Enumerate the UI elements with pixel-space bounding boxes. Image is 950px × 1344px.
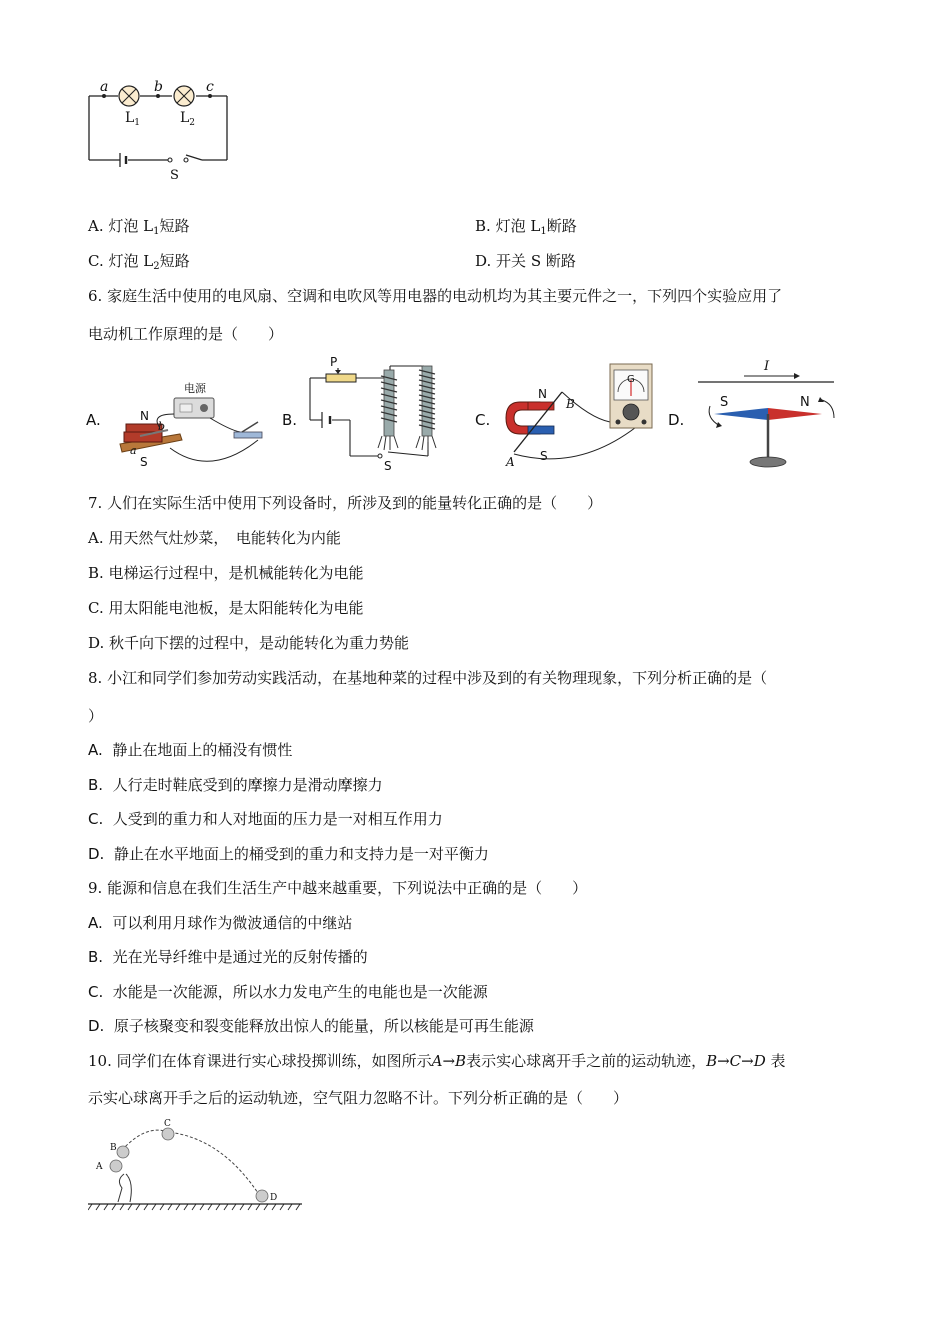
q7-stem: 7. 人们在实际生活中使用下列设备时，所涉及到的能量转化正确的是（ ） <box>88 494 603 512</box>
ball-d <box>256 1190 268 1202</box>
q8-option-b: B. 人行走时鞋底受到的摩擦力是滑动摩擦力 <box>88 776 383 794</box>
fig-b-p: P <box>330 355 338 369</box>
q8-option-a: A. 静止在地面上的桶没有惯性 <box>88 741 293 759</box>
q6-figure-b <box>304 352 450 472</box>
q6-figure-a <box>110 378 270 470</box>
q7-option-c: C. 用太阳能电池板，是太阳能转化为电能 <box>88 599 364 617</box>
traj-a: A <box>96 1162 103 1172</box>
fig-c-b: B <box>566 397 575 411</box>
q9-option-b: B. 光在光导纤维中是通过光的反射传播的 <box>88 948 368 966</box>
q10-trajectory-figure <box>88 1118 308 1218</box>
q10-stem-line2: 示实心球离开手之后的运动轨迹，空气阻力忽略不计。下列分析正确的是（ ） <box>88 1089 629 1107</box>
fig-a-s: S <box>140 455 148 469</box>
fig-c-n: N <box>538 387 547 401</box>
q6-stem-line2: 电动机工作原理的是（ ） <box>88 325 284 343</box>
fig-b-s: S <box>384 459 392 472</box>
traj-b: B <box>110 1143 117 1153</box>
q6-fig-d-letter: D. <box>668 411 685 429</box>
fig-a-b: b <box>158 420 166 433</box>
fig-d-n: N <box>800 395 810 410</box>
q10-stem-line1: 10. 同学们在体育课进行实心球投掷训练，如图所示A→B表示实心球离开手之前的运动轨迹，B→C→D 表 <box>88 1052 786 1070</box>
q5-option-d: D. 开关 S 断路 <box>475 252 576 270</box>
lamp1-label: $L_1$ <box>125 110 141 128</box>
power-label: 电源 <box>184 382 206 395</box>
q8-option-d: D. 静止在水平地面上的桶受到的重力和支持力是一对平衡力 <box>88 845 489 863</box>
q6-fig-b-letter: B. <box>282 411 298 429</box>
q5-option-b: B. 灯泡 $L_1$断路 <box>475 217 577 237</box>
traj-c: C <box>164 1119 171 1129</box>
ball-b <box>117 1146 129 1158</box>
electromagnet-right <box>416 366 436 450</box>
fig-c-s: S <box>540 449 548 463</box>
q6-stem-line1: 6. 家庭生活中使用的电风扇、空调和电吹风等用电器的电动机均为其主要元件之一，下列四个实验应用了 <box>88 287 783 305</box>
label-b: b <box>154 79 163 95</box>
switch-label: S <box>170 168 179 182</box>
label-c: c <box>206 79 214 95</box>
q8-stem-line2: ） <box>88 707 104 725</box>
fig-c-a: A <box>506 455 515 469</box>
q6-fig-c-letter: C. <box>475 411 491 429</box>
lamp-l1-icon <box>119 86 139 106</box>
q9-option-c: C. 水能是一次能源，所以水力发电产生的电能也是一次能源 <box>88 983 488 1001</box>
fig-c-g: G <box>627 374 635 385</box>
label-a: a <box>100 79 109 95</box>
ball-a <box>110 1160 122 1172</box>
q8-option-c: C. 人受到的重力和人对地面的压力是一对相互作用力 <box>88 810 443 828</box>
q7-option-a: A. 用天然气灶炒菜， 电能转化为内能 <box>88 529 341 547</box>
fig-a-n: N <box>140 409 149 423</box>
q5-option-a: A. 灯泡 $L_1$短路 <box>88 217 190 237</box>
q9-stem: 9. 能源和信息在我们生活生产中越来越重要，下列说法中正确的是（ ） <box>88 879 588 897</box>
battery-symbol <box>120 153 126 167</box>
lamp2-label: $L_2$ <box>180 110 196 128</box>
q5-option-c: C. 灯泡 $L_2$短路 <box>88 252 190 272</box>
q6-figure-c <box>500 362 660 470</box>
q6-figure-d <box>694 356 840 472</box>
circuit-diagram <box>82 78 242 182</box>
fig-a-a: a <box>130 444 137 457</box>
q9-option-d: D. 原子核聚变和裂变能释放出惊人的能量，所以核能是可再生能源 <box>88 1017 534 1035</box>
fig-d-s: S <box>720 395 729 410</box>
q8-stem-line1: 8. 小江和同学们参加劳动实践活动，在基地种菜的过程中涉及到的有关物理现象，下列分析正确的是（ <box>88 669 768 687</box>
ball-c <box>162 1128 174 1140</box>
q6-fig-a-letter: A. <box>86 411 101 429</box>
lamp-l2-icon <box>174 86 194 106</box>
traj-d: D <box>270 1193 278 1203</box>
q9-option-a: A. 可以利用月球作为微波通信的中继站 <box>88 914 353 932</box>
q7-option-d: D. 秋千向下摆的过程中，是动能转化为重力势能 <box>88 634 410 652</box>
electromagnet-left <box>378 370 398 450</box>
fig-d-i: I <box>764 359 770 374</box>
q7-option-b: B. 电梯运行过程中，是机械能转化为电能 <box>88 564 364 582</box>
